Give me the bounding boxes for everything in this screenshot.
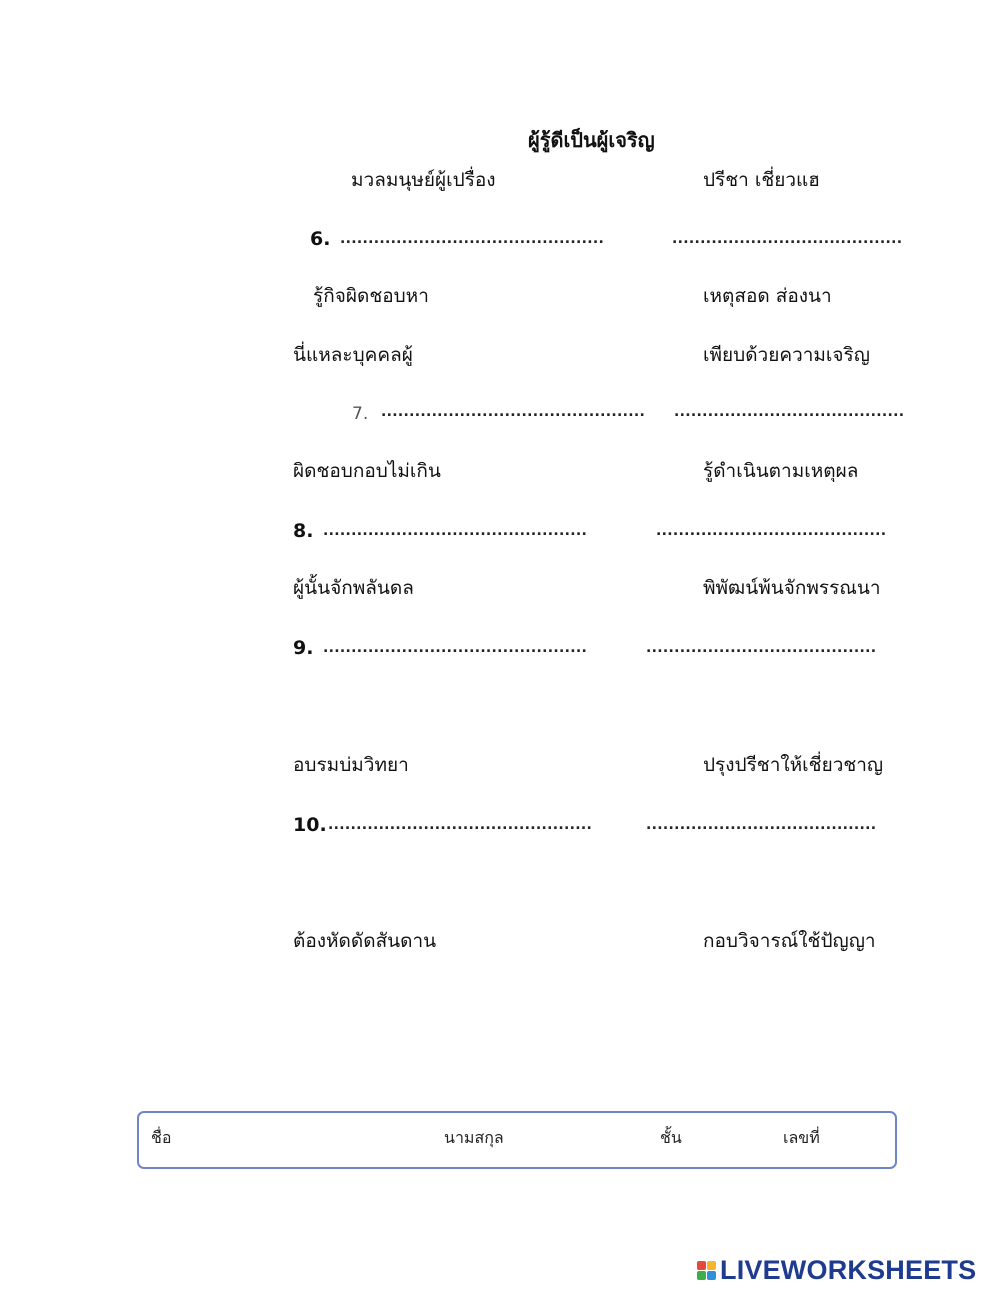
question-number-10: 10. [293,814,327,836]
poem-line-2-right: เหตุสอด ส่องนา [703,285,832,307]
logo-square-yellow [707,1261,716,1270]
poem-line-3-right: เพียบด้วยความเจริญ [703,344,870,366]
poem-line-4-right: รู้ดำเนินตามเหตุผล [703,460,859,482]
poem-line-7-left: ต้องหัดดัดสันดาน [293,930,437,952]
poem-line-3-left: นี่แหละบุคคลผู้ [293,344,413,366]
question-number-8: 8. [293,520,314,542]
answer-blank-6a[interactable]: ............................................... [340,231,605,247]
logo-square-red [697,1261,706,1270]
logo-square-green [697,1271,706,1280]
last-name-label: นามสกุล [444,1128,504,1147]
liveworksheets-logo [697,1256,976,1284]
answer-blank-8a[interactable]: ............................................... [323,523,588,539]
poem-line-5-right: พิพัฒน์พ้นจักพรรณนา [703,577,881,599]
poem-line-7-right: กอบวิจารณ์ใช้ปัญญา [703,930,876,952]
question-number-6: 6. [310,228,331,250]
poem-line-2-left: รู้กิจผิดชอบหา [313,285,429,307]
answer-blank-10b[interactable]: ......................................... [646,817,877,833]
class-label: ชั้น [660,1128,682,1147]
logo-text: LIVEWORKSHEETS [720,1254,977,1285]
answer-blank-9b[interactable]: ......................................... [646,640,877,656]
poem-line-1-right: ปรีชา เชี่ยวแฮ [703,169,820,191]
poem-line-6-right: ปรุงปรีชาให้เชี่ยวชาญ [703,754,884,776]
question-number-7: 7. [352,404,369,424]
answer-blank-8b[interactable]: ......................................... [656,523,887,539]
student-number-label: เลขที่ [783,1128,820,1147]
logo-square-blue [707,1271,716,1280]
answer-blank-9a[interactable]: ............................................... [323,640,588,656]
answer-blank-7b[interactable]: ......................................... [674,404,905,420]
poem-line-5-left: ผู้นั้นจักพลันดล [293,577,414,599]
first-name-label: ชื่อ [151,1128,172,1147]
poem-line-1-left: มวลมนุษย์ผู้เปรื่อง [351,169,496,191]
poem-line-4-left: ผิดชอบกอบไม่เกิน [293,460,441,482]
answer-blank-7a[interactable]: ............................................... [381,404,646,420]
question-number-9: 9. [293,637,314,659]
worksheet-title: ผู้รู้ดีเป็นผู้เจริญ [528,128,655,152]
liveworksheets-logo-icon [697,1261,716,1280]
poem-line-6-left: อบรมบ่มวิทยา [293,754,409,776]
answer-blank-10a[interactable]: ............................................... [328,817,593,833]
answer-blank-6b[interactable]: ......................................... [672,231,903,247]
